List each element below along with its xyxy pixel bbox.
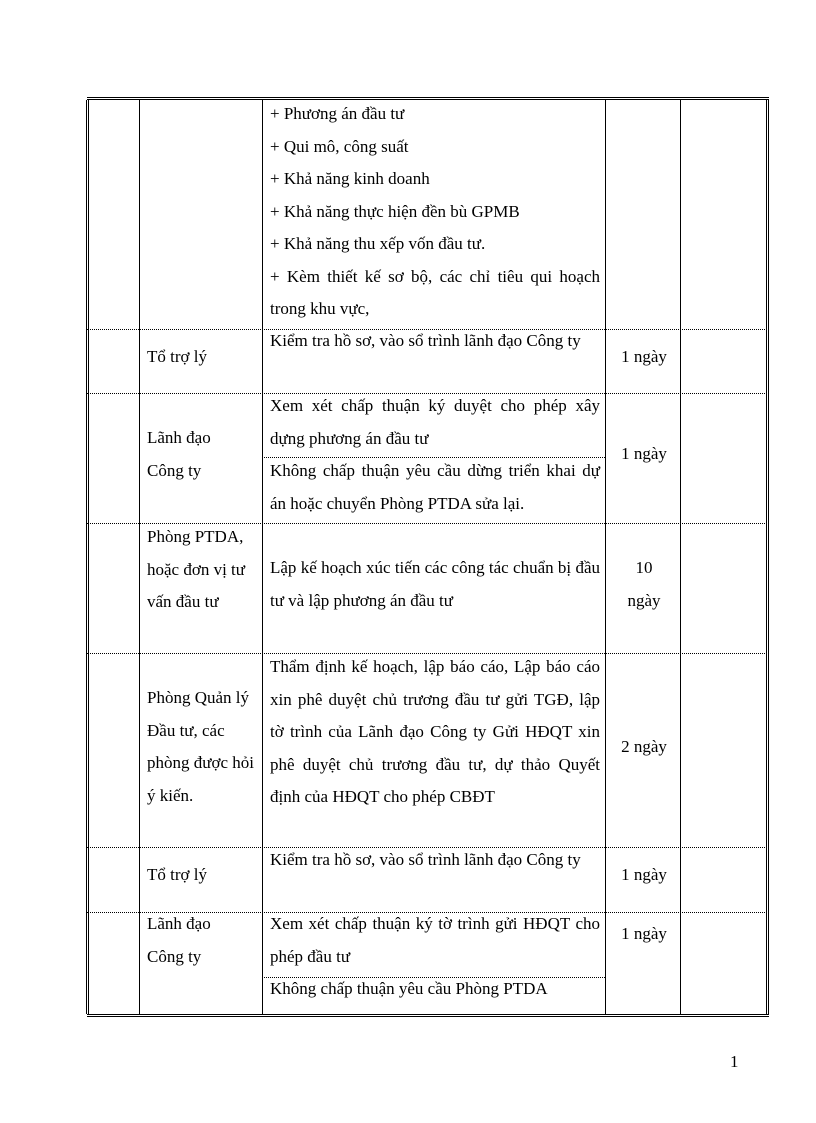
table-row-5-description: Kiểm tra hồ sơ, vào sổ trình lãnh đạo Công ty (270, 850, 581, 869)
table-row-5-step: Tổ trợ lý (147, 865, 207, 884)
table-right-border (766, 100, 769, 1014)
table-row-2-time: 1 ngày (621, 444, 667, 463)
table-row-2-step: Lãnh đạo Công ty (147, 428, 211, 480)
description-line: + Khả năng thu xếp vốn đầu tư. (270, 234, 486, 253)
table-left-border (86, 100, 89, 1014)
description-line: + Khả năng thực hiện đền bù GPMB (270, 201, 520, 221)
table-row-4-time: 2 ngày (621, 737, 667, 756)
table-row-0-description (270, 98, 600, 326)
table-row-4-step: Phòng Quản lý Đầu tư, các phòng được hỏi ý kiến. (147, 688, 254, 805)
table-row-6-description-reject: Không chấp thuận yêu cầu Phòng PTDA (270, 979, 548, 998)
table-row-6-description-approve: Xem xét chấp thuận ký tờ trình gửi HĐQT cho phép đầu tư (270, 914, 600, 966)
table-row-1-step: Tổ trợ lý (147, 347, 207, 366)
table-row-5-time: 1 ngày (621, 865, 667, 884)
table-row-1-description: Kiểm tra hồ sơ, vào sổ trình lãnh đạo Công ty (270, 331, 581, 350)
table-row-4-description: Thẩm định kế hoạch, lập báo cáo, Lập báo cáo xin phê duyệt chủ trương đầu tư gửi TGĐ, lập tờ trình của Lãnh đạo Công ty Gửi HĐQT xin phê duyệt chủ trương đầu tư, dự thảo Quyết định của HĐQT cho phép CBĐT (270, 657, 600, 806)
table-row-2-description-approve: Xem xét chấp thuận ký duyệt cho phép xây dựng phương án đầu tư (270, 396, 600, 448)
table-row-3-time: 10 ngày (627, 558, 661, 610)
column-divider (605, 100, 606, 1014)
table-row-3-step: Phòng PTDA, hoặc đơn vị tư vấn đầu tư (147, 527, 245, 611)
description-line: + Khả năng kinh doanh (270, 169, 430, 188)
page-number: 1 (730, 1052, 739, 1071)
table-row-6-time: 1 ngày (621, 924, 667, 943)
process-table (87, 97, 769, 1017)
column-divider (262, 100, 263, 1014)
column-divider (139, 100, 140, 1014)
table-row-1-time: 1 ngày (621, 347, 667, 366)
description-line: + Qui mô, công suất (270, 136, 409, 156)
description-line: + Phương án đầu tư (270, 104, 405, 123)
table-row-2-description-reject: Không chấp thuận yêu cầu dừng triển khai dự án hoặc chuyển Phòng PTDA sửa lại. (270, 461, 600, 513)
table-row-6-step: Lãnh đạo Công ty (147, 914, 211, 966)
description-line: + Kèm thiết kế sơ bộ, các chỉ tiêu qui hoạch trong khu vực, (270, 266, 600, 318)
table-row-3-description: Lập kế hoạch xúc tiến các công tác chuẩn bị đầu tư và lập phương án đầu tư (270, 558, 600, 610)
